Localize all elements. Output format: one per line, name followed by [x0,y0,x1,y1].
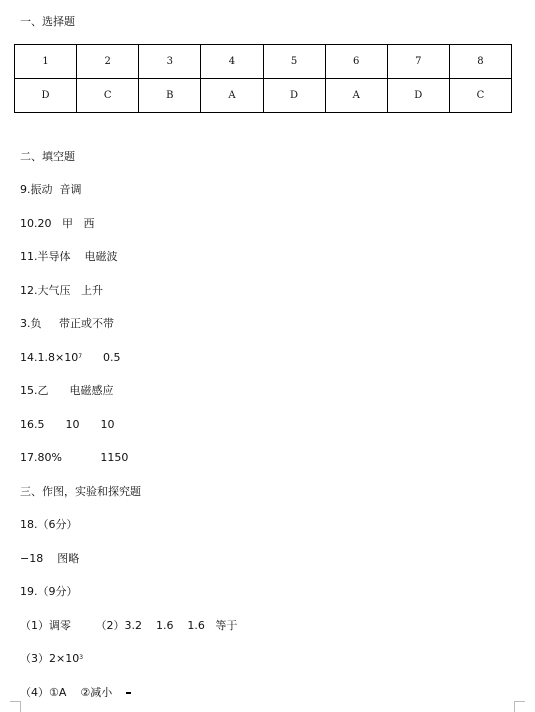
table-row-numbers [15,45,512,79]
answer-14-second: 0.5 [82,351,121,364]
table-cell: D [15,79,77,113]
table-cell: C [449,79,511,113]
exponent: 3 [79,654,84,661]
table-cell: D [387,79,449,113]
table-cell: A [325,79,387,113]
table-cell: 5 [263,45,325,79]
table-cell: 8 [449,45,511,79]
table-cell: 4 [201,45,263,79]
answer-line-15: 15.乙 电磁感应 [20,384,114,397]
section-experiment-heading: 三、作图，实验和探究题 [20,485,141,498]
answer-line-18: 18.（6分） [20,518,78,531]
table-cell: 7 [387,45,449,79]
table-cell: C [77,79,139,113]
table-cell: 2 [77,45,139,79]
answer-line-10: 10.20 甲 西 [20,217,95,230]
page-corner-marker [514,701,525,712]
table-row-answers [15,79,512,113]
text-cursor [126,692,131,694]
answer-line-9: 9.振动 音调 [20,183,82,196]
exponent: 7 [78,353,83,360]
answer-14-value: 14.1.8×10 [20,351,79,364]
table-cell: 1 [15,45,77,79]
answer-line-16: 16.5 10 10 [20,418,115,431]
section-fill-heading: 二、填空题 [20,150,75,163]
answer-line-19-4 [20,686,131,700]
answer-line-14 [20,351,121,365]
answer-line-19: 19.（9分） [20,585,78,598]
answer-line-19-1: （1）调零 （2）3.2 1.6 1.6 等于 [20,619,238,632]
table-cell: 3 [139,45,201,79]
page-corner-marker [10,701,21,712]
table-cell: B [139,79,201,113]
answer-19-4-text: （4）①A ②减小 [20,686,113,699]
table-cell: A [201,79,263,113]
table-cell: D [263,79,325,113]
table-cell: 6 [325,45,387,79]
section-choice-heading: 一、选择题 [20,15,75,28]
answer-line-11: 11.半导体 电磁波 [20,250,118,263]
answer-line-13: 3.负 带正或不带 [20,317,114,330]
answer-table [14,44,512,113]
answer-line-17: 17.80% 1150 [20,451,129,464]
answer-line-12: 12.大气压 上升 [20,284,103,297]
answer-19-3-value: （3）2×10 [20,652,80,665]
answer-line-19-3 [20,652,83,666]
answer-line-18b: −18 图略 [20,552,80,565]
